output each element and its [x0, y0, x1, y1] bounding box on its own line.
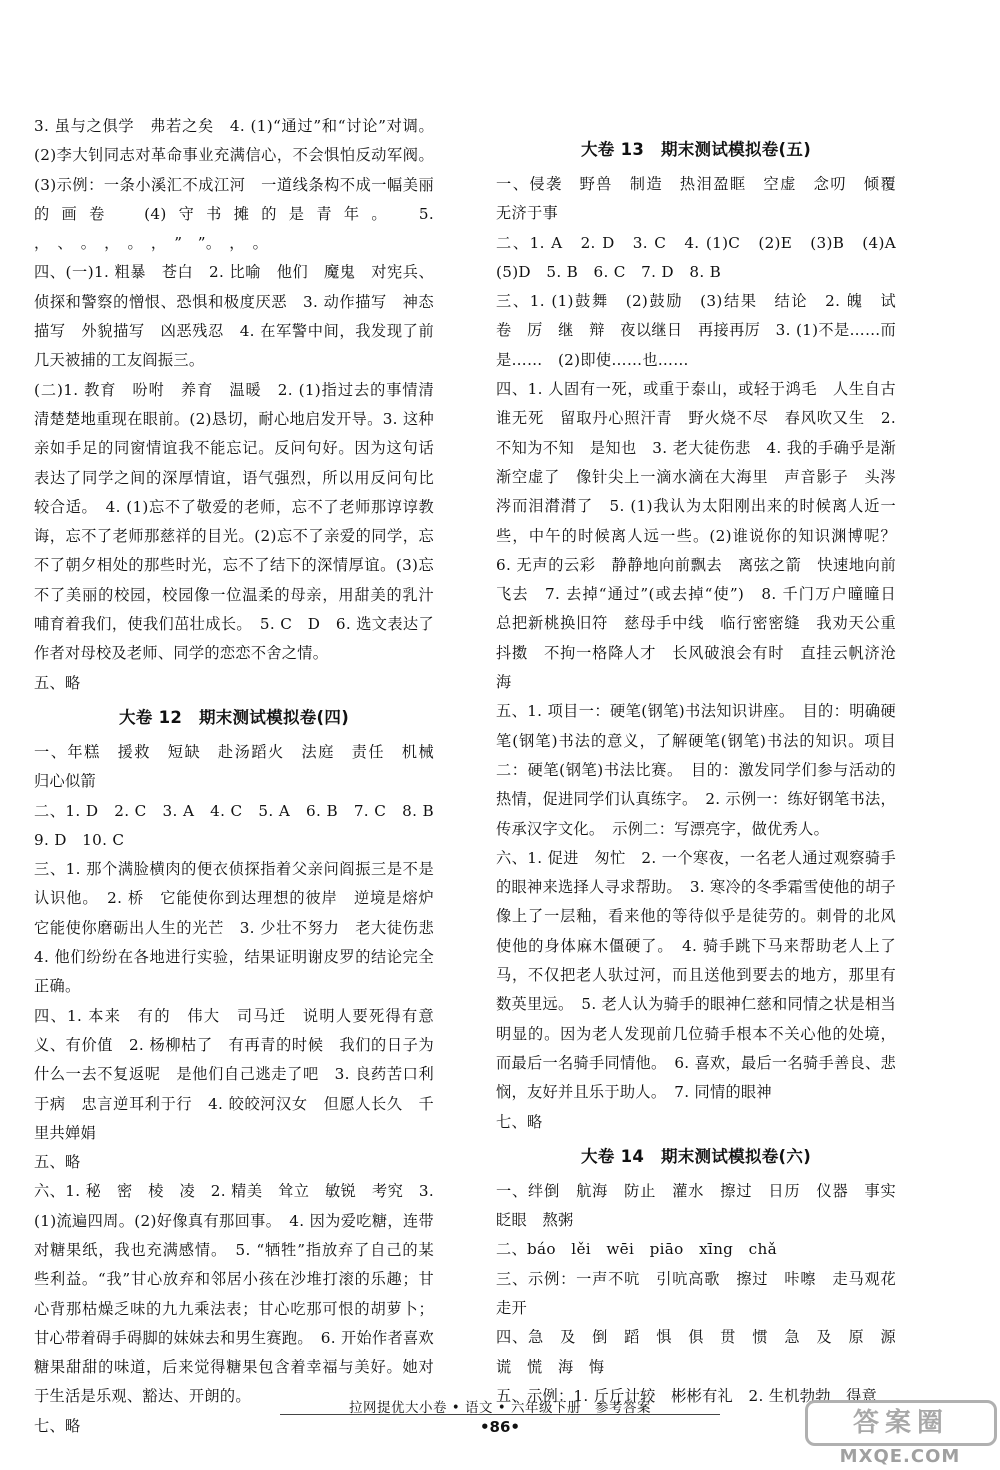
watermark-logo: [805, 1400, 995, 1468]
section-heading: 大卷 13 期末测试模拟卷(五): [580, 140, 812, 159]
section-heading: 大卷 12 期末测试模拟卷(四): [118, 707, 350, 727]
answer-paragraph: 四、(一)1. 粗暴 苍白 2. 比喻 他们 魔鬼 对宪兵、侦探和警察的憎恨、恐惧和极度厌恶 3. 动作描写 神态描写 外貌描写 凶恶残忍 4. 在军警中间，我发现了前几天被捕的工友阎振三。: [34, 263, 434, 370]
answer-paragraph: 二、1. D 2. C 3. A 4. C 5. A 6. B 7. C 8. B 9. D 10. C: [34, 801, 450, 849]
answer-paragraph: 五、1. 项目一：硬笔(钢笔)书法知识讲座。 目的：明确硬笔(钢笔)书法的意义，了解硬笔(钢笔)书法的知识。项目二：硬笔(钢笔)书法比赛。 目的：激发同学们参与活动的热情，促进同学们认真练字。 2. 示例一：练好钢笔书法，传承汉字文化。 示例二：写漂亮字，做优秀人。: [496, 702, 896, 838]
watermark-url: MXQE.COM: [839, 1446, 961, 1467]
answer-paragraph: 二、1. A 2. D 3. C 4. (1)C (2)E (3)B (4)A (5)D 5. B 6. C 7. D 8. B: [496, 233, 912, 281]
answer-paragraph: 四、1. 人固有一死，或重于泰山，或轻于鸿毛 人生自古谁无死 留取丹心照汗青 野火烧不尽 春风吹又生 2. 不知为不知 是知也 3. 老大徒伤悲 4. 我的手确乎是渐渐空虚了 像针尖上一滴水滴在大海里 声音影子 头涔涔而泪潸潸了 5. (1)我认为太阳刚出来的时候离人近一些，中午的时候离人远一些。(2)谁说你的知识渊博呢？ 6. 无声的云彩 静静地向前飘去 离弦之箭 快速地向前飞去 7. 去掉“通过”(或去掉“使”) 8. 千门万户曈曈日 总把新桃换旧符 慈母手中线 临行密密缝 我劝天公重抖擞 不拘一格降人才 长风破浪会有时 直挂云帆济沧海: [496, 380, 912, 692]
answer-paragraph: 五、略: [34, 673, 81, 692]
answer-paragraph: 四、急 及 倒 蹈 惧 俱 贯 惯 急 及 原 源 谎 慌 海 悔: [496, 1328, 912, 1376]
page-number: •86•: [479, 1418, 521, 1436]
answer-paragraph: 三、示例：一声不吭 引吭高歌 擦过 咔嚓 走马观花 走开: [496, 1269, 912, 1317]
right-column: [496, 130, 912, 1411]
answer-paragraph: 3. 虽与之俱学 弗若之矣 4. (1)“通过”和“讨论”对调。(2)李大钊同志对革命事业充满信心，不会惧怕反动军阀。(3)示例：一条小溪汇不成江河 一道线条构不成一幅美丽的画卷 (4)守书摊的是青年。 5. ， 、 。 ， 。 ， ” ”。 ， 。: [34, 117, 434, 253]
footer-title: 拉网提优大小卷 • 语文 • 六年级下册 参考答案: [348, 1400, 652, 1416]
answer-paragraph: 三、1. 那个满脸横肉的便衣侦探指着父亲问阎振三是不是认识他。 2. 桥 它能使你到达理想的彼岸 逆境是熔炉 它能使你磨砺出人生的光芒 3. 少壮不努力 老大徒伤悲 4. 他们纷纷在各地进行实验，结果证明谢皮罗的结论完全正确。: [34, 860, 450, 996]
footer-divider: [280, 1414, 720, 1415]
answer-paragraph: 五、略: [34, 1153, 81, 1172]
left-column: [34, 112, 450, 1441]
answer-paragraph: 三、1. (1)鼓舞 (2)鼓励 (3)结果 结论 2. 魄 试 卷 厉 继 辩 夜以继日 再接再厉 3. (1)不是……而是…… (2)即使……也……: [496, 292, 912, 369]
answer-paragraph: 一、年糕 援救 短缺 赴汤蹈火 法庭 责任 机械 归心似箭: [34, 742, 450, 791]
answer-paragraph: 六、1. 秘 密 棱 凌 2. 精美 耸立 敏锐 考究 3. (1)流遍四周。(2)好像真有那回事。 4. 因为爱吃糖，连带对糖果纸，我也充满感情。 5. “牺牲”指放弃了自己的某些利益。“我”甘心放弃和邻居小孩在沙堆打滚的乐趣；甘心背那枯燥乏味的九九乘法表；甘心吃那可恨的胡萝卜；甘心带着碍手碍脚的妹妹去和男生赛跑。 6. 开始作者喜欢糖果甜甜的味道，后来觉得糖果包含着幸福与美好。她对于生活是乐观、豁达、开朗的。: [34, 1182, 434, 1406]
answer-paragraph: 七、略: [496, 1112, 543, 1131]
watermark-label: 答案圈: [805, 1400, 997, 1446]
answer-paragraph: 七、略: [34, 1416, 81, 1435]
answer-paragraph: (二)1. 教育 吩咐 养育 温暖 2. (1)指过去的事情清清楚楚地重现在眼前。(2)恳切，耐心地启发开导。3. 这种亲如手足的同窗情谊我不能忘记。反问句好。因为这句话表达了同学之间的深厚情谊，语气强烈，所以用反问句比较合适。 4. (1)忘不了敬爱的老师，忘不了老师那谆谆教诲，忘不了老师那慈祥的目光。(2)忘不了亲爱的同学，忘不了朝夕相处的那些时光，忘不了结下的深情厚谊。(3)忘不了美丽的校园，校园像一位温柔的母亲，用甜美的乳汁哺育着我们，使我们茁壮成长。 5. C D 6. 选文表达了作者对母校及老师、同学的恋恋不舍之情。: [34, 380, 434, 663]
answer-paragraph: 一、绊倒 航海 防止 灌水 擦过 日历 仪器 事实 眨眼 熬粥: [496, 1181, 912, 1230]
answer-paragraph: 二、báo lěi wēi piāo xīng chǎ: [496, 1240, 777, 1259]
answer-paragraph: 四、1. 本来 有的 伟大 司马迁 说明人要死得有意义、有价值 2. 杨柳枯了 有再青的时候 我们的日子为什么一去不复返呢 是他们自己逃走了吧 3. 良药苦口利于病 忠言逆耳利于行 4. 皎皎河汉女 但愿人长久 千里共婵娟: [34, 1006, 434, 1142]
answer-paragraph: 一、侵袭 野兽 制造 热泪盈眶 空虚 念叨 倾覆 无济于事: [496, 175, 912, 223]
section-heading: 大卷 14 期末测试模拟卷(六): [580, 1146, 812, 1166]
answer-paragraph: 六、1. 促进 匆忙 2. 一个寒夜，一名老人通过观察骑手的眼神来选择人寻求帮助。 3. 寒冷的冬季霜雪使他的胡子像上了一层釉，看来他的等待似乎是徒劳的。刺骨的北风使他的身体麻木僵硬了。 4. 骑手跳下马来帮助老人上了马，不仅把老人驮过河，而且送他到要去的地方，那里有数英里远。 5. 老人认为骑手的眼神仁慈和同情之状是相当明显的。因为老人发现前几位骑手根本不关心他的处境，而最后一名骑手同情他。 6. 喜欢，最后一名骑手善良、悲悯，友好并且乐于助人。 7. 同情的眼神: [496, 848, 896, 1102]
answer-paragraph: 五、示例：1. 斤斤计较 彬彬有礼 2. 生机勃勃 得意: [496, 1386, 878, 1405]
